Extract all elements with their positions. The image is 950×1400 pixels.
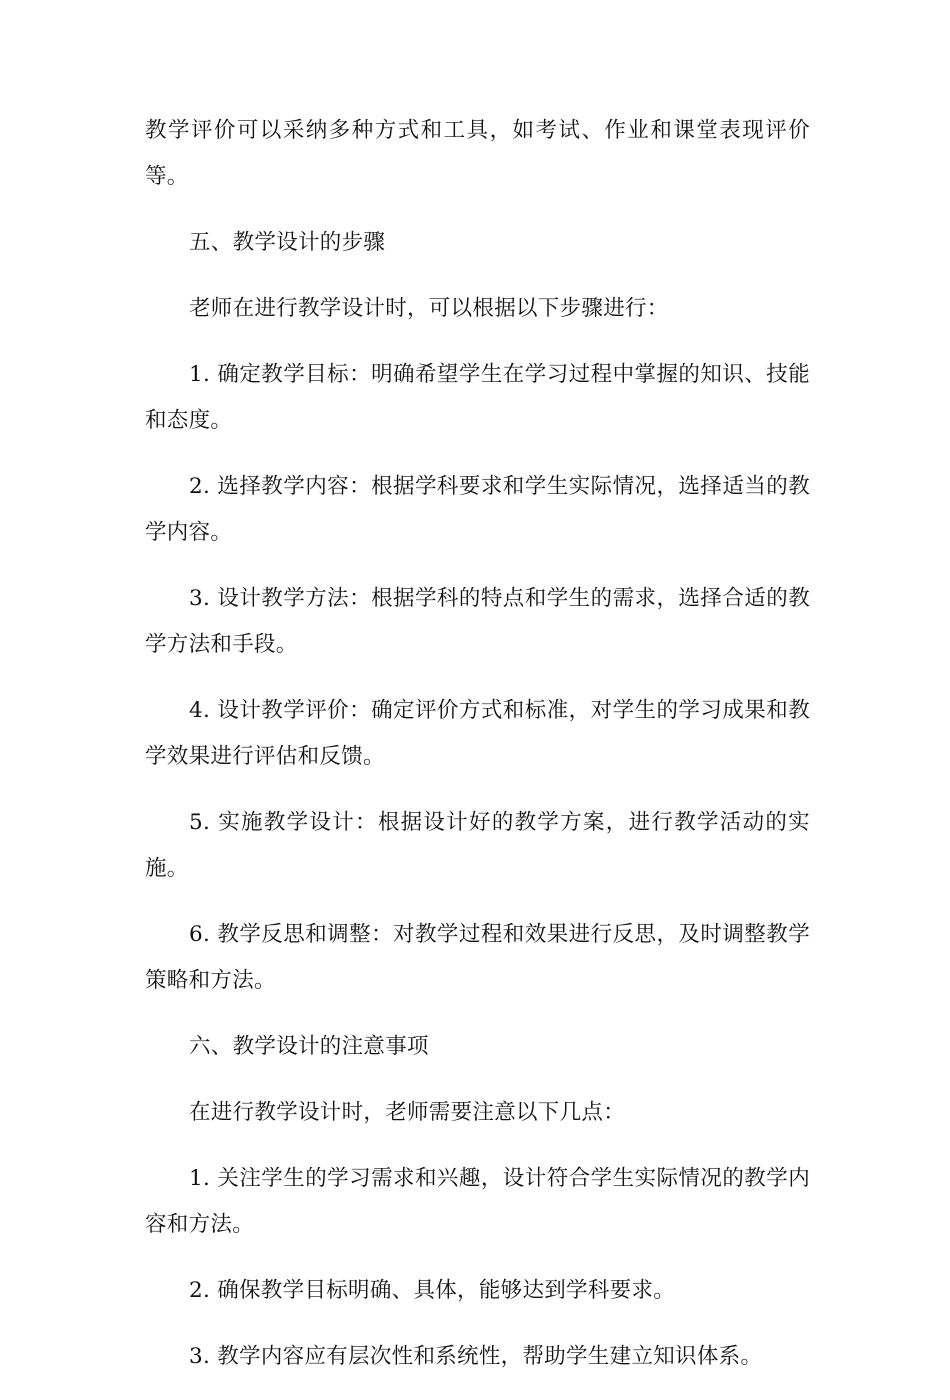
list-item-precaution-3: 3. 教学内容应有层次性和系统性，帮助学生建立知识体系。	[189, 1344, 763, 1369]
list-item-step-3: 3. 设计教学方法：根据学科的特点和学生的需求，选择合适的教学方法和手段。	[145, 586, 810, 657]
paragraph-precautions-intro: 在进行教学设计时，老师需要注意以下几点：	[189, 1100, 626, 1125]
document-body	[145, 108, 810, 1400]
section-heading-precautions: 六、教学设计的注意事项	[189, 1034, 429, 1059]
list-item-precaution-1: 1. 关注学生的学习需求和兴趣，设计符合学生实际情况的教学内容和方法。	[145, 1166, 810, 1237]
list-item-step-1: 1. 确定教学目标：明确希望学生在学习过程中掌握的知识、技能和态度。	[145, 362, 810, 433]
list-item-step-2: 2. 选择教学内容：根据学科要求和学生实际情况，选择适当的教学内容。	[145, 474, 810, 545]
list-item-step-4: 4. 设计教学评价：确定评价方式和标准，对学生的学习成果和教学效果进行评估和反馈。	[145, 698, 810, 769]
list-item-step-5: 5. 实施教学设计：根据设计好的教学方案，进行教学活动的实施。	[145, 810, 810, 881]
list-item-precaution-2: 2. 确保教学目标明确、具体，能够达到学科要求。	[189, 1278, 676, 1303]
section-heading-design-steps: 五、教学设计的步骤	[189, 230, 386, 255]
list-item-step-6: 6. 教学反思和调整：对教学过程和效果进行反思，及时调整教学策略和方法。	[145, 922, 810, 993]
paragraph-evaluation-methods: 教学评价可以采纳多种方式和工具，如考试、作业和课堂表现评价等。	[145, 118, 810, 189]
paragraph-steps-intro: 老师在进行教学设计时，可以根据以下步骤进行：	[189, 296, 669, 321]
